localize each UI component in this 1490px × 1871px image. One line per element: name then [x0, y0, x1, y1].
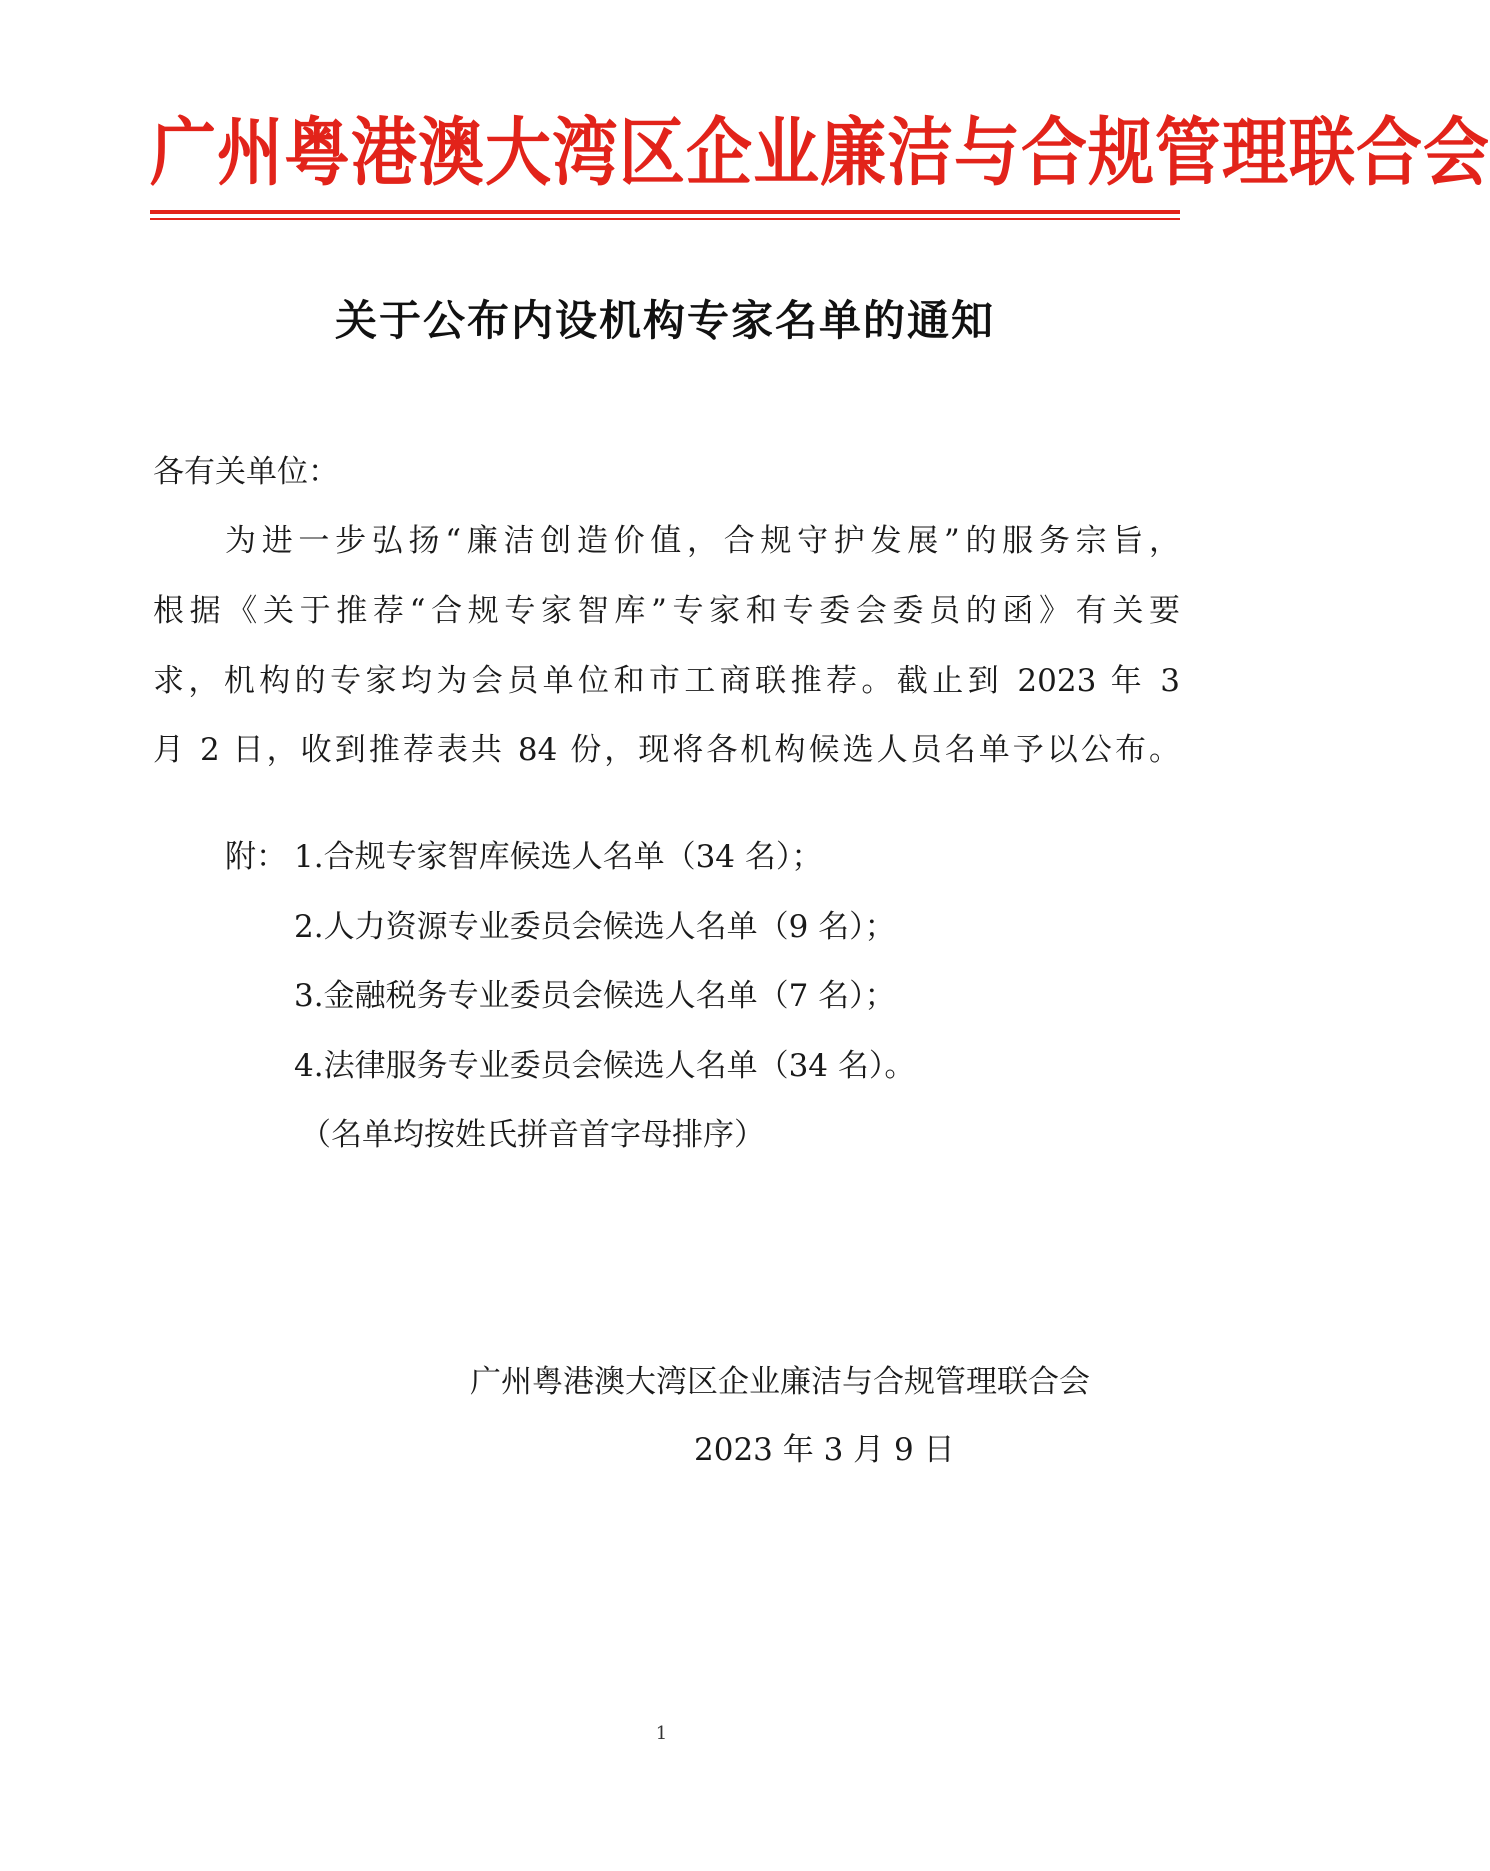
body-line-1: 为进一步弘扬“廉洁创造价值，合规守护发展”的服务宗旨，: [225, 523, 1180, 559]
letterhead-rule-thin: [150, 218, 1180, 220]
body-line-2: 根据《关于推荐“合规专家智库”专家和专委会委员的函》有关要: [153, 593, 1180, 629]
attachment-item-4: 4.法律服务专业委员会候选人名单（34 名）。: [294, 1048, 916, 1084]
attachment-prefix: 附：: [225, 839, 287, 875]
page-number: 1: [655, 1723, 668, 1744]
attachment-item-3: 3.金融税务专业委员会候选人名单（7 名）；: [294, 978, 896, 1014]
attachment-item-2: 2.人力资源专业委员会候选人名单（9 名）；: [294, 909, 896, 945]
signature-org: 广州粤港澳大湾区企业廉洁与合规管理联合会: [470, 1364, 1090, 1400]
letterhead-org-name: 广州粤港澳大湾区企业廉洁与合规管理联合会: [150, 109, 1490, 196]
salutation: 各有关单位：: [153, 454, 339, 490]
attachment-sort-note: （名单均按姓氏拼音首字母排序）: [300, 1117, 765, 1153]
body-line-4: 月 2 日，收到推荐表共 84 份，现将各机构候选人员名单予以公布。: [153, 732, 1180, 768]
signature-date: 2023 年 3 月 9 日: [694, 1432, 955, 1468]
notice-title: 关于公布内设机构专家名单的通知: [334, 296, 995, 345]
attachment-item-1: 1.合规专家智库候选人名单（34 名）；: [294, 839, 823, 875]
body-line-3: 求，机构的专家均为会员单位和市工商联推荐。截止到 2023 年 3: [153, 663, 1180, 699]
letterhead-rule-thick: [150, 210, 1180, 214]
